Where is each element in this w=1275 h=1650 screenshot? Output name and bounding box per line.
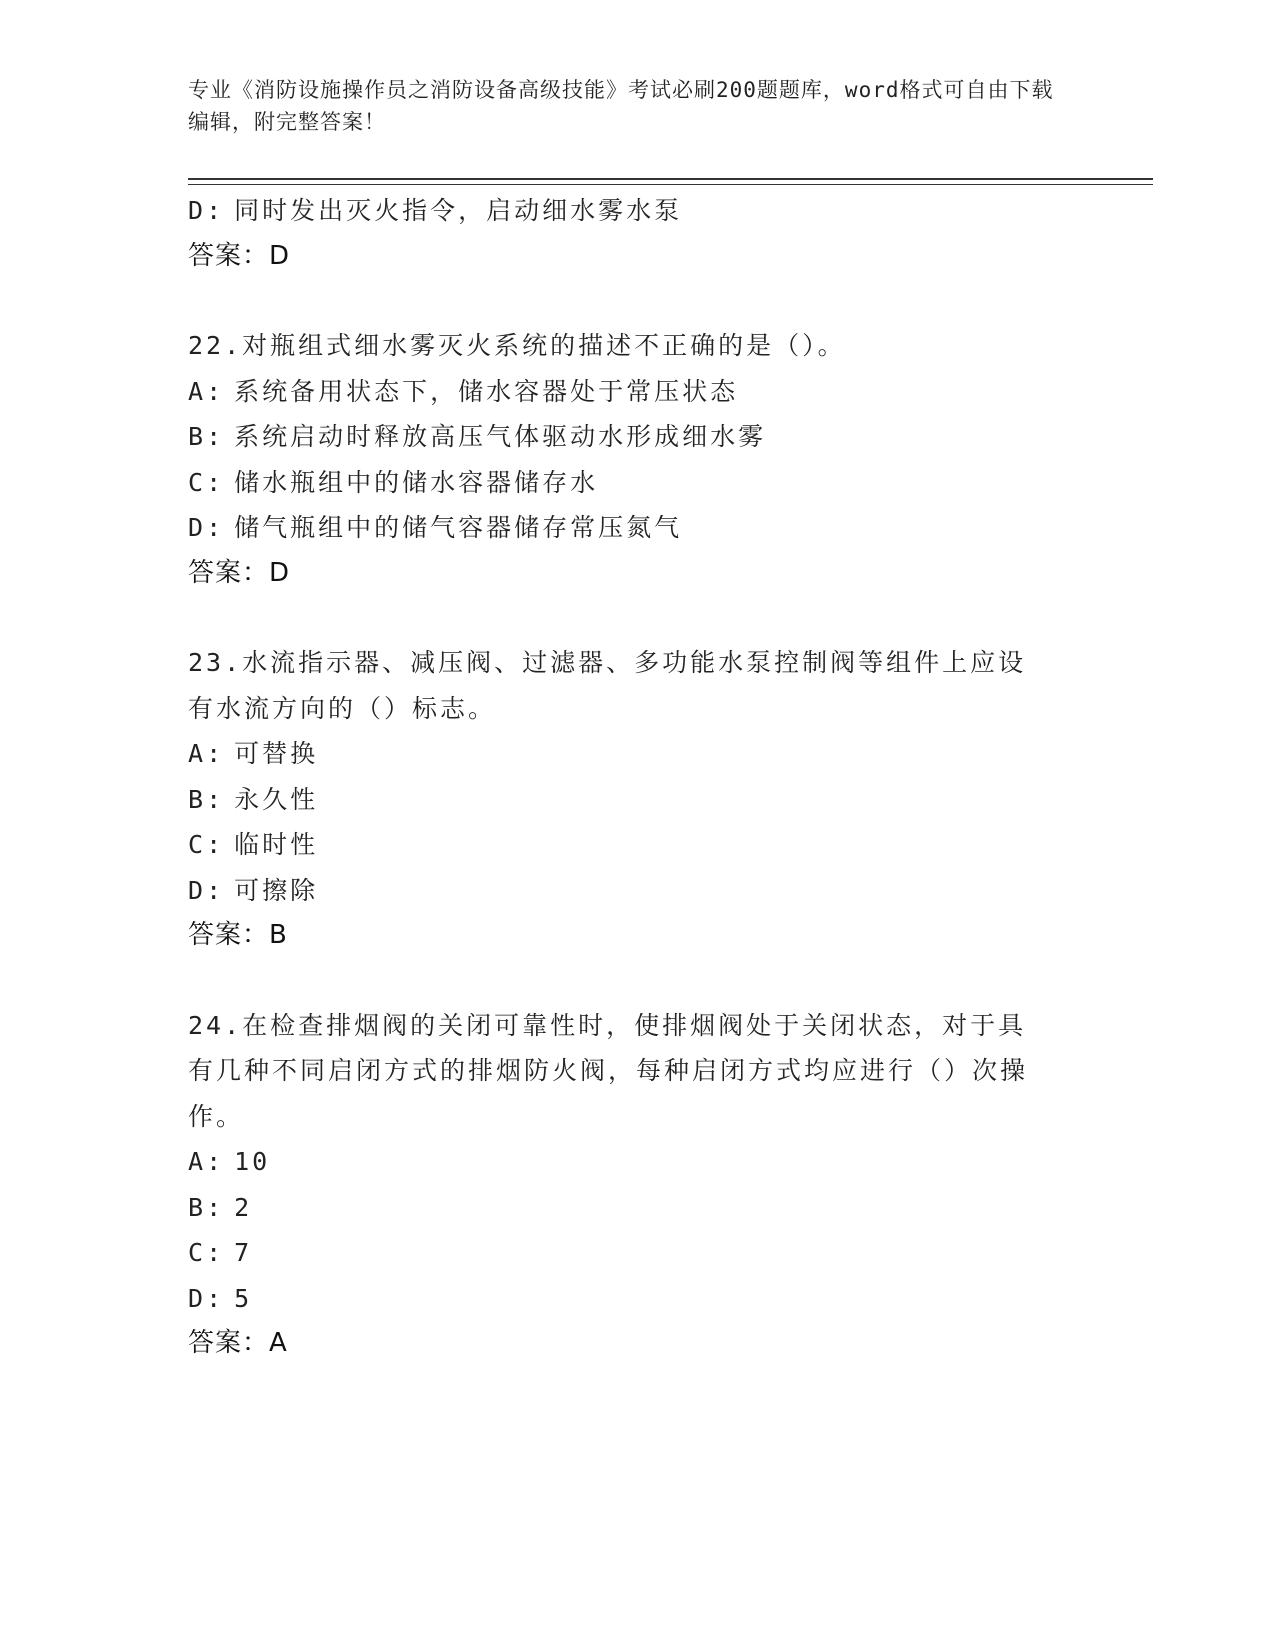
option-key: B <box>188 422 207 451</box>
option-separator: : <box>206 830 225 859</box>
option-separator: : <box>206 739 225 768</box>
option-text: 永久性 <box>234 784 319 814</box>
option-line <box>188 414 1088 460</box>
option-line <box>188 822 1088 868</box>
header-divider <box>188 178 1153 180</box>
option-key: B <box>188 1192 207 1222</box>
answer-line <box>188 913 1088 959</box>
option-separator: : <box>206 784 225 814</box>
document-header <box>188 74 1068 138</box>
answer-value: A <box>269 1328 288 1358</box>
option-separator: : <box>206 1147 225 1176</box>
option-key: D <box>188 1283 207 1313</box>
option-separator: : <box>206 875 225 905</box>
option-key: D <box>188 196 207 225</box>
option-separator: : <box>206 1192 225 1222</box>
option-line <box>188 1139 1088 1185</box>
answer-line <box>188 1321 1088 1367</box>
option-key: C <box>188 467 207 497</box>
answer-line <box>188 234 1088 280</box>
option-key: A <box>188 739 207 768</box>
option-text: 临时性 <box>234 830 319 859</box>
question-stem: 24.在检查排烟阀的关闭可靠性时，使排烟阀处于关闭状态，对于具有几种不同启闭方式的排烟防火阀，每种启闭方式均应进行（）次操作。 <box>188 1010 1029 1131</box>
option-separator: : <box>206 422 225 451</box>
option-line <box>188 731 1088 777</box>
option-line <box>188 188 1088 234</box>
answer-label: 答案： <box>188 240 270 271</box>
option-text: 10 <box>234 1147 271 1176</box>
question-stem: 23.水流指示器、减压阀、过滤器、多功能水泵控制阀等组件上应设有水流方向的（）标志。 <box>188 648 1027 723</box>
option-line <box>188 1230 1088 1276</box>
option-line <box>188 369 1088 415</box>
option-text: 可擦除 <box>234 875 319 905</box>
option-text: 7 <box>234 1238 253 1267</box>
option-key: D <box>188 513 207 542</box>
option-key: C <box>188 830 207 859</box>
option-line <box>188 460 1088 506</box>
option-text: 5 <box>234 1283 253 1313</box>
question-22 <box>188 323 1088 596</box>
header-title: 专业《消防设施操作员之消防设备高级技能》考试必刷200题题库，word格式可自由下载编辑，附完整答案！ <box>188 78 1054 134</box>
option-text: 可替换 <box>234 739 319 768</box>
option-text: 储水瓶组中的储水容器储存水 <box>234 467 599 497</box>
option-key: C <box>188 1238 207 1267</box>
option-separator: : <box>206 513 225 542</box>
option-line <box>188 777 1088 823</box>
option-text: 系统启动时释放高压气体驱动水形成细水雾 <box>234 422 767 451</box>
option-text: 储气瓶组中的储气容器储存常压氮气 <box>234 513 683 542</box>
option-separator: : <box>206 467 225 497</box>
option-text: 系统备用状态下，储水容器处于常压状态 <box>234 376 739 406</box>
answer-value: D <box>269 240 291 271</box>
option-text: 同时发出灭火指令，启动细水雾水泵 <box>234 196 683 225</box>
header-divider-thin <box>188 184 1153 185</box>
answer-label: 答案： <box>188 920 270 950</box>
option-line <box>188 868 1088 914</box>
answer-label: 答案： <box>188 1328 270 1358</box>
option-separator: : <box>206 376 225 406</box>
option-line <box>188 1276 1088 1322</box>
option-separator: : <box>206 1238 225 1267</box>
option-separator: : <box>206 196 225 225</box>
question-stem: 22.对瓶组式细水雾灭火系统的描述不正确的是（）。 <box>188 331 846 360</box>
answer-value: D <box>269 557 291 588</box>
question-23 <box>188 640 1088 959</box>
answer-value: B <box>269 920 288 950</box>
option-key: A <box>188 1147 207 1176</box>
answer-line <box>188 551 1088 597</box>
option-separator: : <box>206 1283 225 1313</box>
option-key: D <box>188 875 207 905</box>
option-key: B <box>188 784 207 814</box>
answer-label: 答案： <box>188 557 270 588</box>
option-key: A <box>188 376 207 406</box>
question-24 <box>188 1003 1088 1367</box>
option-line <box>188 505 1088 551</box>
option-line <box>188 1185 1088 1231</box>
option-text: 2 <box>234 1192 253 1222</box>
question-list <box>188 188 1088 1367</box>
